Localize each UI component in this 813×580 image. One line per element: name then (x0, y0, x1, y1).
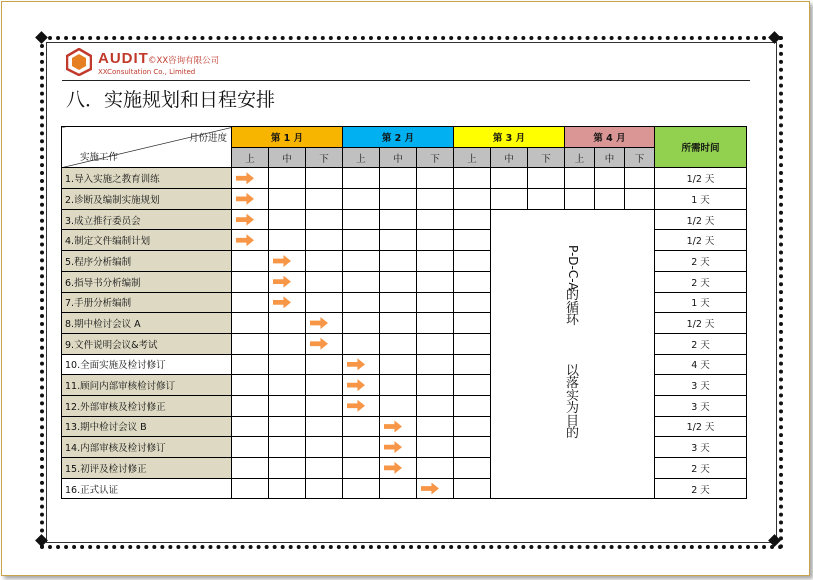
diag-header-top: 月份进度 (188, 133, 227, 144)
schedule-cell (417, 333, 454, 354)
schedule-cell (380, 478, 417, 499)
arrow-right-icon (347, 358, 365, 370)
time-required: 1/2 天 (655, 168, 747, 189)
schedule-cell (595, 168, 625, 189)
task-name: 6.指导书分析编制 (62, 271, 232, 292)
schedule-cell (565, 168, 595, 189)
schedule-table (61, 126, 747, 499)
schedule-cell (380, 251, 417, 272)
schedule-cell (380, 271, 417, 292)
arrow-right-icon (236, 172, 254, 184)
task-name: 16.正式认证 (62, 478, 232, 499)
task-name: 9.文件说明会议&考试 (62, 333, 232, 354)
schedule-cell (269, 209, 306, 230)
schedule-cell (269, 271, 306, 292)
schedule-cell (269, 354, 306, 375)
subperiod-header: 下 (306, 147, 343, 168)
schedule-cell (306, 478, 343, 499)
schedule-cell (306, 189, 343, 210)
schedule-cell (306, 230, 343, 251)
schedule-cell (417, 230, 454, 251)
arrow-right-icon (347, 400, 365, 412)
schedule-cell (380, 313, 417, 334)
task-name: 10.全面实施及检讨修订 (62, 354, 232, 375)
time-required: 3 天 (655, 375, 747, 396)
schedule-cell (306, 292, 343, 313)
schedule-cell (595, 189, 625, 210)
schedule-cell (232, 395, 269, 416)
subperiod-header: 上 (343, 147, 380, 168)
arrow-right-icon (236, 234, 254, 246)
schedule-cell (232, 375, 269, 396)
schedule-cell (417, 354, 454, 375)
schedule-cell (417, 189, 454, 210)
schedule-cell (232, 292, 269, 313)
schedule-cell (380, 209, 417, 230)
schedule-cell (269, 189, 306, 210)
arrow-right-icon (384, 420, 402, 432)
schedule-cell (454, 395, 491, 416)
schedule-cell (343, 375, 380, 396)
schedule-cell (417, 313, 454, 334)
schedule-cell (454, 458, 491, 479)
schedule-cell (380, 437, 417, 458)
arrow-right-icon (384, 441, 402, 453)
schedule-cell (306, 354, 343, 375)
schedule-cell (380, 354, 417, 375)
schedule-cell (343, 292, 380, 313)
subperiod-header: 中 (269, 147, 306, 168)
schedule-cell (269, 375, 306, 396)
schedule-cell (269, 230, 306, 251)
schedule-cell (417, 478, 454, 499)
schedule-cell (269, 292, 306, 313)
schedule-cell (306, 313, 343, 334)
month-header: 第 2 月 (343, 127, 454, 148)
month-header: 第 1 月 (232, 127, 343, 148)
subperiod-header: 中 (380, 147, 417, 168)
table-row (62, 168, 747, 189)
schedule-cell (454, 168, 491, 189)
subperiod-header: 中 (595, 147, 625, 168)
schedule-cell (380, 333, 417, 354)
time-required: 2 天 (655, 271, 747, 292)
arrow-right-icon (384, 462, 402, 474)
task-name: 7.手册分析编制 (62, 292, 232, 313)
month-header: 第 4 月 (565, 127, 655, 148)
schedule-cell (417, 251, 454, 272)
arrow-right-icon (273, 255, 291, 267)
time-required: 3 天 (655, 437, 747, 458)
arrow-right-icon (273, 296, 291, 308)
schedule-cell (380, 395, 417, 416)
schedule-cell (306, 437, 343, 458)
arrow-right-icon (236, 193, 254, 205)
subperiod-header: 下 (528, 147, 565, 168)
schedule-cell (454, 354, 491, 375)
schedule-cell (417, 395, 454, 416)
schedule-cell (343, 354, 380, 375)
logo-wordmark: AUDIT (98, 50, 149, 67)
schedule-cell (454, 437, 491, 458)
schedule-cell (380, 189, 417, 210)
arrow-right-icon (347, 379, 365, 391)
time-required: 1 天 (655, 189, 747, 210)
schedule-cell (454, 313, 491, 334)
schedule-cell (306, 271, 343, 292)
schedule-cell (417, 458, 454, 479)
month-header: 第 3 月 (454, 127, 565, 148)
schedule-cell (306, 416, 343, 437)
schedule-cell (232, 251, 269, 272)
schedule-cell (454, 251, 491, 272)
page-title: 八．实施规划和日程安排 (66, 89, 276, 111)
diagonal-header-cell (62, 127, 232, 168)
schedule-cell (343, 416, 380, 437)
time-required: 2 天 (655, 478, 747, 499)
schedule-cell (232, 333, 269, 354)
arrow-right-icon (236, 214, 254, 226)
schedule-cell (380, 168, 417, 189)
schedule-cell (269, 416, 306, 437)
task-name: 1.导入实施之教育训练 (62, 168, 232, 189)
subperiod-header: 下 (417, 147, 454, 168)
schedule-cell (343, 230, 380, 251)
schedule-cell (232, 168, 269, 189)
schedule-cell (380, 375, 417, 396)
schedule-cell (343, 333, 380, 354)
schedule-cell (343, 189, 380, 210)
schedule-cell (306, 251, 343, 272)
time-required: 1 天 (655, 292, 747, 313)
time-required: 2 天 (655, 458, 747, 479)
schedule-cell (454, 189, 491, 210)
schedule-cell (380, 458, 417, 479)
arrow-right-icon (273, 276, 291, 288)
schedule-cell (417, 168, 454, 189)
time-required: 1/2 天 (655, 209, 747, 230)
arrow-right-icon (310, 338, 328, 350)
schedule-cell (343, 209, 380, 230)
schedule-cell (306, 209, 343, 230)
schedule-cell (232, 416, 269, 437)
pdca-latin: P-D-C-A (565, 244, 580, 291)
task-name: 13.期中检讨会议 B (62, 416, 232, 437)
header-rule (62, 80, 750, 81)
diag-header-bottom: 实施工作 (80, 152, 119, 164)
schedule-cell (232, 354, 269, 375)
schedule-cell (417, 375, 454, 396)
subperiod-header: 下 (625, 147, 655, 168)
table-row (62, 189, 747, 210)
schedule-cell (343, 271, 380, 292)
schedule-cell (269, 168, 306, 189)
schedule-cell (343, 437, 380, 458)
schedule-cell (232, 437, 269, 458)
time-required: 2 天 (655, 251, 747, 272)
schedule-cell (491, 168, 528, 189)
schedule-cell (565, 189, 595, 210)
logo-company-cn: ©XX咨询有限公司 (148, 56, 220, 66)
pdca-note (566, 245, 580, 441)
schedule-cell (417, 209, 454, 230)
schedule-cell (625, 189, 655, 210)
time-required: 1/2 天 (655, 313, 747, 334)
schedule-cell (454, 230, 491, 251)
schedule-cell (343, 478, 380, 499)
schedule-cell (343, 251, 380, 272)
schedule-cell (269, 313, 306, 334)
schedule-cell (232, 189, 269, 210)
schedule-cell (343, 395, 380, 416)
schedule-cell (417, 437, 454, 458)
task-name: 4.制定文件编制计划 (62, 230, 232, 251)
task-name: 14.内部审核及检讨修订 (62, 437, 232, 458)
schedule-cell (528, 189, 565, 210)
subperiod-header: 上 (454, 147, 491, 168)
subperiod-header: 中 (491, 147, 528, 168)
month-header-row (62, 127, 747, 148)
schedule-cell (454, 333, 491, 354)
pdca-note-cell (491, 209, 655, 499)
time-required-header: 所需时间 (655, 127, 747, 168)
task-name: 5.程序分析编制 (62, 251, 232, 272)
task-name: 12.外部审核及检讨修正 (62, 395, 232, 416)
schedule-cell (232, 271, 269, 292)
schedule-cell (269, 437, 306, 458)
schedule-cell (380, 292, 417, 313)
schedule-cell (454, 375, 491, 396)
table-row (62, 209, 747, 230)
schedule-cell (454, 209, 491, 230)
schedule-cell (417, 271, 454, 292)
schedule-cell (343, 313, 380, 334)
schedule-cell (232, 458, 269, 479)
task-name: 11.顾问内部审核检讨修订 (62, 375, 232, 396)
schedule-cell (306, 395, 343, 416)
subperiod-header: 上 (565, 147, 595, 168)
schedule-cell (269, 395, 306, 416)
schedule-cell (625, 168, 655, 189)
time-required: 4 天 (655, 354, 747, 375)
schedule-cell (269, 251, 306, 272)
time-required: 1/2 天 (655, 230, 747, 251)
schedule-cell (269, 458, 306, 479)
schedule-cell (306, 458, 343, 479)
arrow-right-icon (310, 317, 328, 329)
schedule-cell (232, 230, 269, 251)
time-required: 2 天 (655, 333, 747, 354)
schedule-cell (528, 168, 565, 189)
schedule-cell (380, 230, 417, 251)
task-name: 2.诊断及编制实施规划 (62, 189, 232, 210)
schedule-cell (232, 478, 269, 499)
schedule-cell (417, 292, 454, 313)
schedule-cell (380, 416, 417, 437)
schedule-cell (454, 478, 491, 499)
schedule-cell (454, 292, 491, 313)
pdca-text: 的 循 环 以 落 实 为 目 的 (565, 288, 579, 442)
schedule-cell (269, 478, 306, 499)
schedule-cell (343, 168, 380, 189)
arrow-right-icon (421, 483, 439, 495)
task-name: 15.初评及检讨修正 (62, 458, 232, 479)
logo-company-en: XXConsultation Co., Limited (98, 68, 196, 76)
schedule-cell (454, 416, 491, 437)
schedule-cell (343, 458, 380, 479)
task-name: 3.成立推行委员会 (62, 209, 232, 230)
time-required: 1/2 天 (655, 416, 747, 437)
hexagon-logo-icon (66, 48, 92, 76)
subperiod-header: 上 (232, 147, 269, 168)
schedule-cell (306, 333, 343, 354)
schedule-cell (232, 209, 269, 230)
schedule-cell (269, 333, 306, 354)
schedule-cell (306, 168, 343, 189)
schedule-cell (454, 271, 491, 292)
schedule-cell (306, 375, 343, 396)
schedule-cell (491, 189, 528, 210)
time-required: 3 天 (655, 395, 747, 416)
schedule-cell (417, 416, 454, 437)
task-name: 8.期中检讨会议 A (62, 313, 232, 334)
schedule-cell (232, 313, 269, 334)
